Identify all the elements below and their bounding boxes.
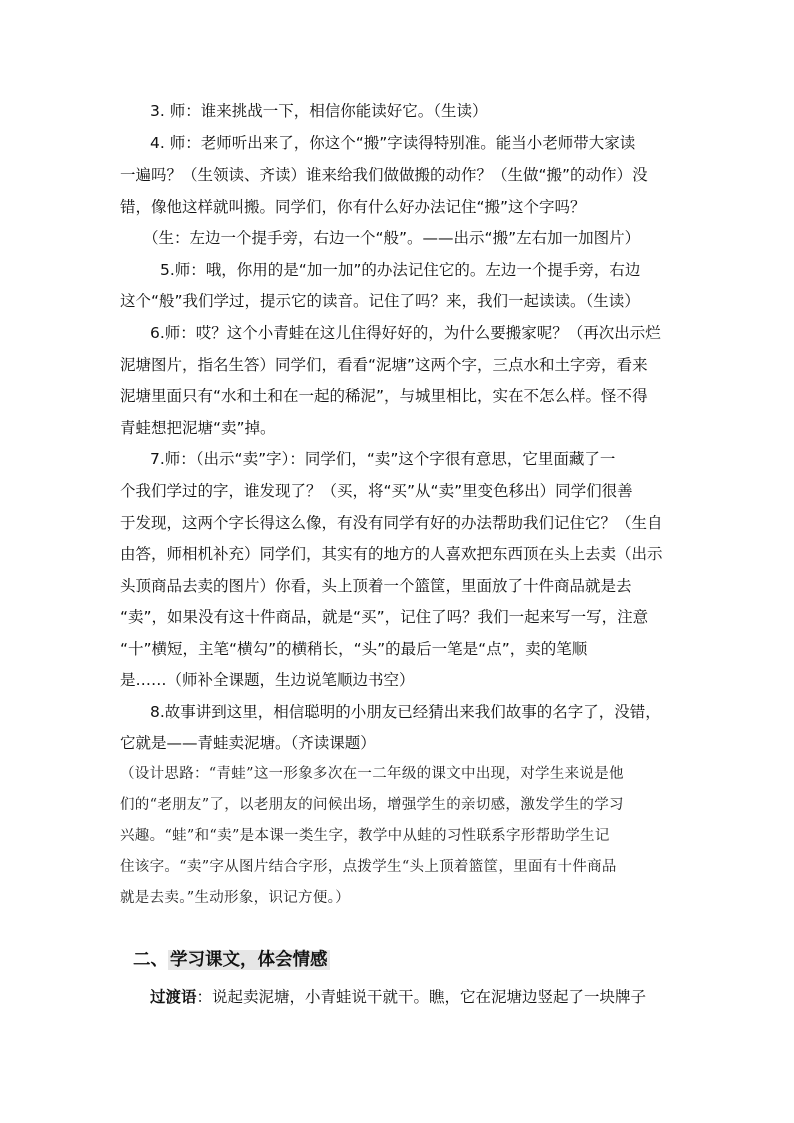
student-note: （生：左边一个提手旁，右边一个“般”。——出示“搬”左右加一加图片） <box>143 229 641 247</box>
text-line: 4. 师：老师听出来了，你这个“搬”字读得特别准。能当小老师带大家读 <box>150 134 636 152</box>
text-line: 这个“般”我们学过，提示它的读音。记住了吗？来，我们一起读读。（生读） <box>120 292 640 310</box>
text-line: 是……（师补全课题，生边说笔顺边书空） <box>120 671 415 689</box>
text-line: 头顶商品去卖的图片）你看，头上顶着一个篮筐，里面放了十件商品就是去 <box>120 577 632 595</box>
text-line: 错，像他这样就叫搬。同学们，你有什么好办法记住“搬”这个字吗？ <box>120 198 586 216</box>
text-line: 泥塘图片，指名生答）同学们，看看“泥塘”这两个字，三点水和土字旁，看来 <box>120 356 648 374</box>
text-line: 泥塘里面只有“水和土和在一起的稀泥”，与城里相比，实在不怎么样。怪不得 <box>120 387 648 405</box>
text-line: 们的“老朋友”了，以老朋友的问候出场，增强学生的亲切感，激发学生的学习 <box>120 797 624 813</box>
text-line: “十”横短，主笔“横勾”的横稍长，“头”的最后一笔是“点”，卖的笔顺 <box>120 640 588 658</box>
text-line: 青蛙想把泥塘“卖”掉。 <box>120 419 276 437</box>
transition-label: 过渡语 <box>150 988 197 1006</box>
section-title: 学习课文，体会情感 <box>170 950 328 970</box>
text-line: 住该字。“卖”字从图片结合字形，点拨学生“头上顶着篮筐，里面有十件商品 <box>120 859 617 875</box>
text-line: 就是去卖。”生动形象，识记方便。） <box>120 890 351 906</box>
text-line: “卖”，如果没有这十件商品，就是“买”，记住了吗？我们一起来写一写，注意 <box>120 608 649 626</box>
text-line: 它就是——青蛙卖泥塘。（齐读课题） <box>120 734 376 752</box>
section-heading <box>133 946 330 974</box>
text-line: 8.故事讲到这里，相信聪明的小朋友已经猜出来我们故事的名字了，没错， <box>150 703 661 721</box>
text-line: 7.师：（出示“卖”字）：同学们，“卖”这个字很有意思，它里面藏了一 <box>150 450 616 468</box>
text-line: 于发现，这两个字长得这么像，有没有同学有好的办法帮助我们记住它？（生自 <box>120 514 663 532</box>
text-line: 兴趣。“蛙”和“卖”是本课一类生字，教学中从蛙的习性联系字形帮助学生记 <box>120 828 610 844</box>
text-line: 个我们学过的字，谁发现了？（买，将“买”从“卖”里变色移出）同学们很善 <box>120 482 633 500</box>
text-line: （设计思路：“青蛙”这一形象多次在一二年级的课文中出现，对学生来说是他 <box>120 766 624 782</box>
paragraph-3: 3. 师：谁来挑战一下，相信你能读好它。（生读） <box>150 102 488 120</box>
transition-line <box>150 982 646 1012</box>
text-line: 6.师：哎？这个小青蛙在这儿住得好好的，为什么要搬家呢？（再次出示烂 <box>150 324 661 342</box>
text-line: 由答，师相机补充）同学们，其实有的地方的人喜欢把东西顶在头上去卖（出示 <box>120 545 663 563</box>
text-line: 5.师：哦，你用的是“加一加”的办法记住它的。左边一个提手旁，右边 <box>160 261 641 279</box>
text-line: 一遍吗？（生领读、齐读）谁来给我们做做搬的动作？（生做“搬”的动作）没 <box>120 166 648 184</box>
section-number: 二、 <box>133 950 168 970</box>
transition-text: ：说起卖泥塘，小青蛙说干就干。瞧，它在泥塘边竖起了一块牌子 <box>196 988 647 1006</box>
